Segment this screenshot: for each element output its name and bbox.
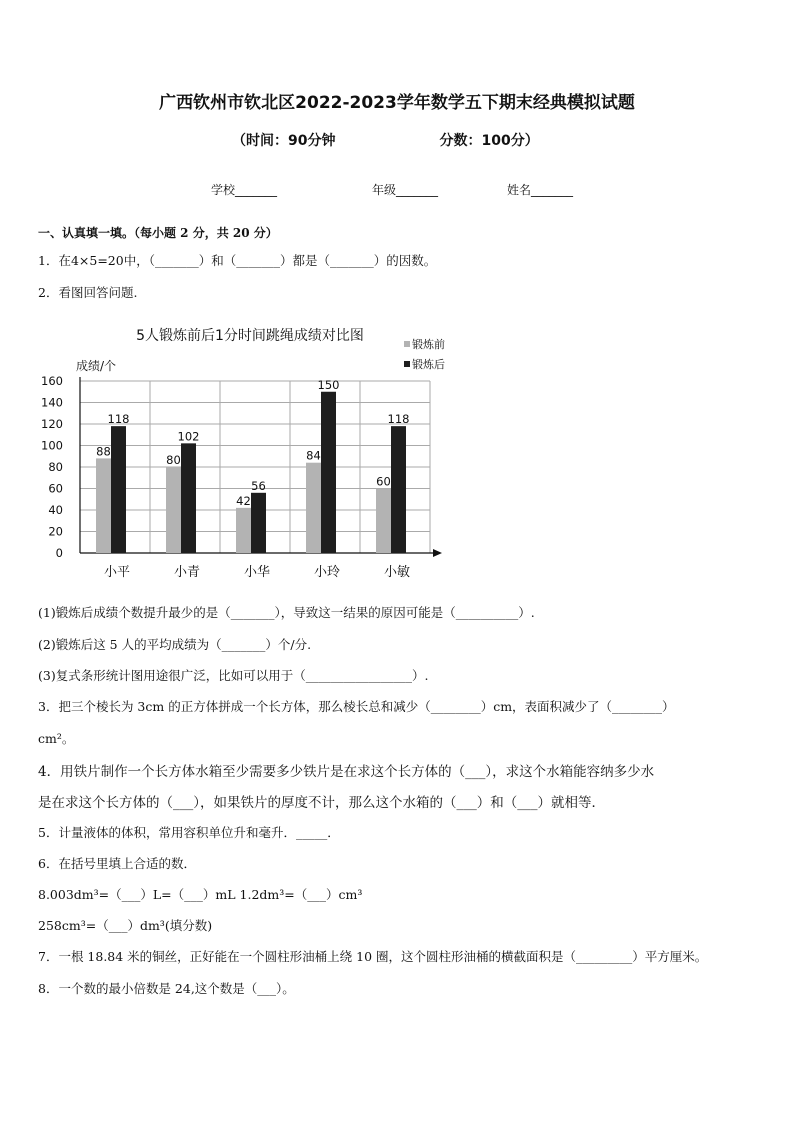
legend-label: 锻炼后 — [412, 358, 445, 371]
y-axis-label: 成绩/个 — [76, 359, 117, 373]
legend-swatch — [404, 361, 410, 367]
grade-field: 年级_______ — [372, 183, 439, 197]
bar — [321, 392, 336, 553]
question-3-line-1: 3．把三个棱长为 3cm 的正方体拼成一个长方体，那么棱长总和减少（________）cm，表面积减少了（________） — [38, 699, 675, 714]
section-heading: 一、认真填一填。（每小题 2 分，共 20 分） — [38, 226, 278, 240]
x-tick-label: 小敏 — [383, 565, 411, 580]
exam-subtitle — [232, 130, 539, 150]
bar-chart — [30, 318, 470, 588]
bar — [111, 426, 126, 553]
data-label: 42 — [236, 493, 251, 508]
exam-title: 广西钦州市钦北区2022-2023学年数学五下期末经典模拟试题 — [159, 93, 635, 113]
chart-title: 5人锻炼前后1分时间跳绳成绩对比图 — [136, 328, 364, 344]
x-tick-label: 小华 — [243, 565, 271, 580]
y-tick-label: 0 — [55, 546, 63, 560]
question-7: 7．一根 18.84 米的铜丝，正好能在一个圆柱形油桶上绕 10 圈，这个圆柱形油桶的横截面积是（_________）平方厘米。 — [38, 949, 708, 964]
data-label: 102 — [177, 429, 200, 444]
x-axis-arrow — [433, 549, 442, 557]
question-2-part-1: (1)锻炼后成绩个数提升最少的是（_______），导致这一结果的原因可能是（__________）. — [38, 605, 535, 620]
data-label: 118 — [107, 412, 130, 427]
exam-score: 分数：100分） — [439, 133, 539, 149]
y-tick-label: 60 — [48, 481, 63, 496]
data-label: 118 — [387, 412, 410, 427]
data-label: 60 — [376, 474, 391, 489]
question-2-part-3: (3)复式条形统计图用途很广泛，比如可以用于（_________________）. — [38, 668, 429, 683]
bar — [376, 489, 391, 554]
x-tick-label: 小青 — [173, 565, 201, 580]
bar — [236, 508, 251, 553]
data-label: 150 — [317, 377, 340, 392]
question-3-line-2: cm²。 — [38, 731, 75, 746]
y-tick-label: 20 — [48, 524, 63, 539]
y-tick-label: 100 — [41, 438, 63, 453]
x-tick-label: 小平 — [103, 565, 131, 580]
name-field: 姓名_______ — [507, 183, 574, 197]
legend-label: 锻炼前 — [412, 338, 445, 351]
school-field: 学校_______ — [211, 183, 278, 197]
y-tick-label: 40 — [48, 503, 63, 517]
bar — [306, 463, 321, 553]
data-label: 84 — [306, 448, 321, 463]
question-5: 5．计量液体的体积，常用容积单位升和毫升．_____． — [38, 825, 340, 840]
y-tick-label: 80 — [48, 460, 63, 474]
data-label: 56 — [251, 478, 266, 493]
bar — [251, 493, 266, 553]
question-2-part-2: (2)锻炼后这 5 人的平均成绩为（_______）个/分. — [38, 637, 312, 652]
question-1: 1．在4×5=20中，（_______）和（_______）都是（_______）的因数。 — [38, 253, 437, 268]
question-8: 8．一个数的最小倍数是 24,这个数是（___）。 — [38, 981, 295, 996]
x-tick-label: 小玲 — [313, 565, 341, 580]
question-6-line-1: 8.003dm³=（___）L=（___）mL 1.2dm³=（___）cm³ — [38, 887, 363, 902]
exam-time: （时间：90分钟 — [232, 133, 336, 149]
question-4-line-2: 是在求这个长方体的（___），如果铁片的厚度不计，那么这个水箱的（___）和（___）就相等． — [38, 795, 605, 811]
bar — [181, 443, 196, 553]
y-tick-label: 120 — [41, 417, 63, 431]
bar — [166, 467, 181, 553]
question-4-line-1: 4．用铁片制作一个长方体水箱至少需要多少铁片是在求这个长方体的（___），求这个水箱能容纳多少水 — [38, 764, 655, 780]
bar — [391, 426, 406, 553]
question-2: 2．看图回答问题. — [38, 285, 138, 300]
bar — [96, 458, 111, 553]
legend-swatch — [404, 341, 410, 347]
y-tick-label: 140 — [41, 395, 63, 410]
data-label: 80 — [166, 453, 181, 467]
y-tick-label: 160 — [41, 374, 63, 388]
question-6: 6．在括号里填上合适的数． — [38, 856, 196, 871]
question-6-line-2: 258cm³=（___）dm³(填分数) — [38, 918, 213, 933]
data-label: 88 — [96, 444, 111, 459]
